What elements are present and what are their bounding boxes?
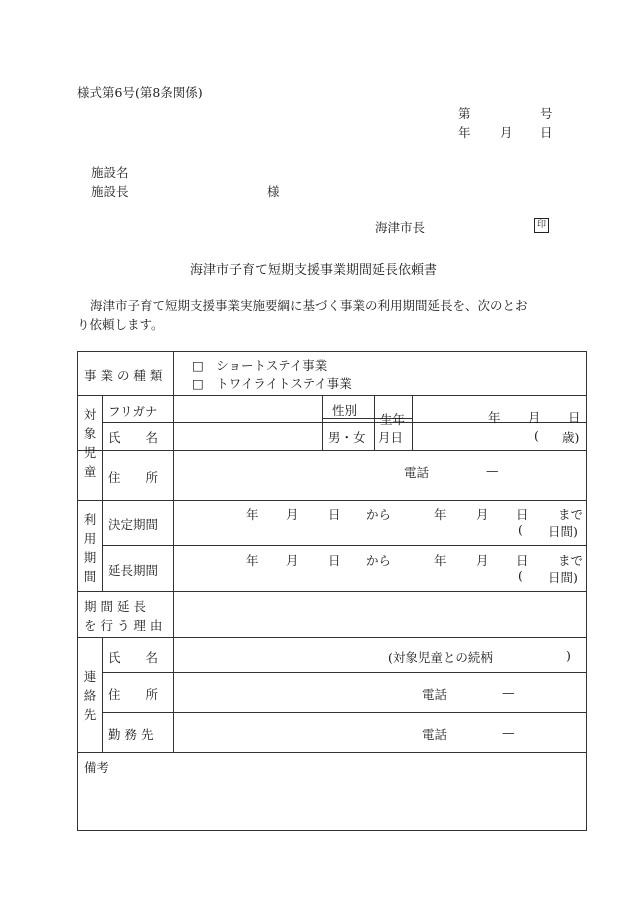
application-table: [77, 351, 587, 831]
ext-from-month: 月: [286, 553, 299, 568]
ext-days-close: 日間): [548, 570, 578, 585]
decided-from-month: 月: [286, 507, 299, 522]
business-type-label: 事 業 の 種 類: [84, 368, 163, 383]
ext-from-year: 年: [246, 553, 259, 568]
child-section-label: 対象児童: [83, 407, 97, 479]
decided-from: から: [366, 507, 392, 522]
decided-from-day: 日: [328, 507, 341, 522]
contact-section-label: 連絡先: [83, 669, 97, 722]
facility-name-label: 施設名: [91, 165, 129, 180]
date-month: 月: [500, 125, 513, 140]
birth-month: 月: [528, 410, 541, 425]
usage-section-label: 利用期間: [83, 512, 97, 584]
facility-head-label: 施設長: [91, 184, 129, 199]
ext-days-open: (: [518, 568, 523, 583]
date-day: 日: [540, 125, 553, 140]
decided-from-year: 年: [246, 507, 259, 522]
furigana-label: フリガナ: [108, 404, 158, 419]
contact-relation-close: ): [566, 648, 571, 663]
remarks-label: 備考: [84, 760, 110, 775]
doc-number-prefix: 第: [458, 106, 471, 121]
intro-line-2: り依頼します。: [77, 317, 164, 332]
reason-label-1: 期 間 延 長: [84, 599, 146, 614]
decided-days-open: (: [518, 522, 523, 537]
ext-until: まで: [558, 553, 584, 568]
decided-to-month: 月: [476, 507, 489, 522]
ext-to-day: 日: [516, 553, 529, 568]
decided-days-close: 日間): [548, 524, 578, 539]
child-address-label: 住 所: [108, 470, 159, 485]
age-close: 歳): [562, 430, 580, 445]
decided-period-label: 決定期間: [108, 517, 159, 532]
contact-phone-label-1: 電話: [422, 687, 448, 702]
contact-phone-label-2: 電話: [422, 727, 448, 742]
decided-until: まで: [558, 507, 584, 522]
gender-label: 性別: [332, 403, 358, 418]
decided-to-day: 日: [516, 507, 529, 522]
child-phone-label: 電話: [404, 465, 430, 480]
gender-options[interactable]: 男・女: [328, 430, 366, 445]
contact-name-label: 氏 名: [108, 650, 159, 665]
contact-address-label: 住 所: [108, 687, 159, 702]
child-name-label: 氏 名: [108, 430, 159, 445]
birth-year: 年: [488, 410, 501, 425]
honorific: 様: [267, 184, 280, 199]
form-number: 様式第6号(第8条関係): [77, 85, 203, 100]
reason-label-2: を 行 う 理 由: [84, 618, 163, 633]
birth-day: 日: [568, 410, 581, 425]
birth-label-1: 生年: [380, 412, 406, 427]
issuer-label: 海津市長: [375, 220, 426, 235]
option-twilight-stay[interactable]: □ トワイライトステイ事業: [192, 376, 352, 391]
doc-number-suffix: 号: [540, 106, 553, 121]
intro-line-1: 海津市子育て短期支援事業実施要綱に基づく事業の利用期間延長を、次のとお: [90, 298, 528, 313]
document-title: 海津市子育て短期支援事業期間延長依頼書: [190, 263, 438, 278]
contact-phone-dash-2: —: [502, 725, 515, 740]
ext-from-day: 日: [328, 553, 341, 568]
extension-period-label: 延長期間: [108, 563, 159, 578]
ext-to-month: 月: [476, 553, 489, 568]
option-short-stay[interactable]: □ ショートステイ事業: [192, 358, 328, 373]
seal-mark: 印: [534, 218, 549, 233]
date-year: 年: [458, 125, 471, 140]
age-open: (: [534, 428, 539, 443]
contact-relation: (対象児童との続柄: [388, 650, 493, 665]
child-phone-dash: —: [486, 463, 499, 478]
ext-from: から: [366, 553, 392, 568]
ext-to-year: 年: [434, 553, 447, 568]
contact-phone-dash-1: —: [502, 685, 515, 700]
birth-label-2: 月日: [378, 430, 404, 445]
workplace-label: 勤 務 先: [108, 727, 154, 742]
decided-to-year: 年: [434, 507, 447, 522]
